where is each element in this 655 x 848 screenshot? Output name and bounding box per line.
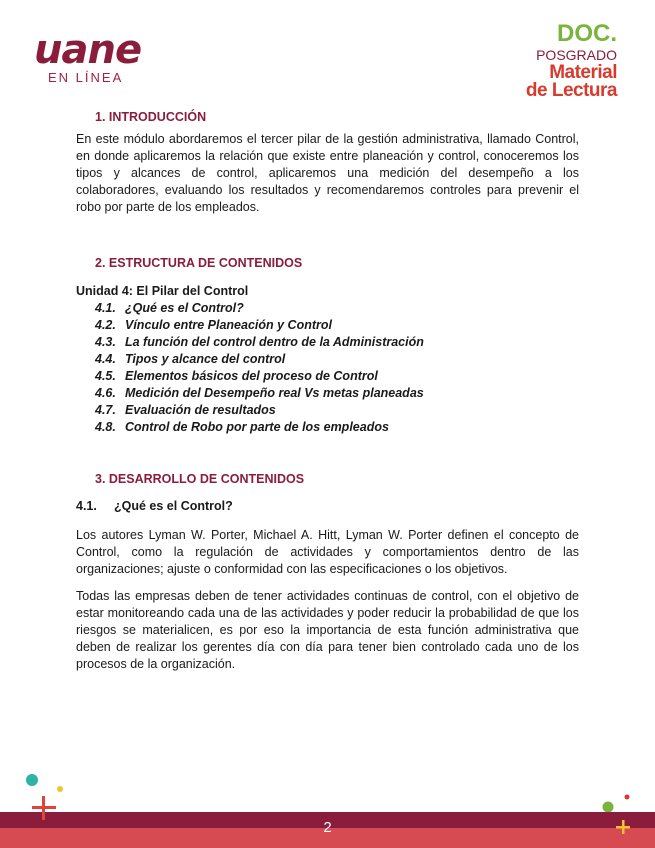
subsection-heading xyxy=(76,499,233,513)
material-label-1: Material xyxy=(549,62,617,83)
list-item: 4.7. Evaluación de resultados xyxy=(95,403,276,417)
development-paragraph-2: Todas las empresas deben de tener actividades continuas de control, con el objetivo de estar monitoreando cada una de las actividades y poder reducir la probabilidad de que los riesgos se materialicen, es por eso la importancia de esta función administrativa que deben de realizar los gerentes día con día para tener bien controlado cada uno de los procesos de la organización. xyxy=(76,589,579,671)
list-item: 4.6. Medición del Desempeño real Vs metas planeadas xyxy=(95,386,424,400)
doc-badge xyxy=(526,22,617,100)
uane-logo xyxy=(34,27,154,85)
development-heading: 3. DESARROLLO DE CONTENIDOS xyxy=(95,472,305,486)
development-paragraph-1: Los autores Lyman W. Porter, Michael A. Hitt, Lyman W. Porter definen el concepto de Control, como la regulación de actividades y comportamientos dentro de las organizaciones; ajuste o conformidad con las especificaciones o los objetivos. xyxy=(76,528,579,576)
intro-paragraph: En este módulo abordaremos el tercer pilar de la gestión administrativa, llamado Control, en donde aplicaremos la relación que existe entre planeación y control, conoceremos los tipos y alcances de control, aplicaremos una medición del desempeño a los colaboradores, evaluando los resultados y recomendaremos controles para prevenir el robo por parte de los empleados. xyxy=(76,132,579,214)
contents-list xyxy=(95,300,424,436)
list-item: 4.5. Elementos básicos del proceso de Control xyxy=(95,369,378,383)
list-item: 4.4. Tipos y alcance del control xyxy=(95,352,286,366)
subsection-number: 4.1. xyxy=(76,499,97,513)
logo-sub-text: EN LÍNEA xyxy=(48,70,124,85)
material-label-2: de Lectura xyxy=(525,80,617,101)
red-plus-icon xyxy=(32,796,56,820)
page-number: 2 xyxy=(323,819,332,836)
list-item: 4.2. Vínculo entre Planeación y Control xyxy=(95,318,332,332)
list-item: 4.3. La función del control dentro de la Administración xyxy=(95,335,424,349)
subsection-title: ¿Qué es el Control? xyxy=(114,499,233,513)
intro-heading: 1. INTRODUCCIÓN xyxy=(95,110,207,124)
unit-title: Unidad 4: El Pilar del Control xyxy=(76,284,249,298)
structure-heading: 2. ESTRUCTURA DE CONTENIDOS xyxy=(95,256,303,270)
list-item: 4.8. Control de Robo por parte de los empleados xyxy=(95,420,389,434)
logo-main-text: uane xyxy=(34,27,142,73)
list-item: 4.1. ¿Qué es el Control? xyxy=(95,301,244,315)
program-label: POSGRADO xyxy=(536,47,617,63)
doc-label: DOC. xyxy=(557,20,617,47)
